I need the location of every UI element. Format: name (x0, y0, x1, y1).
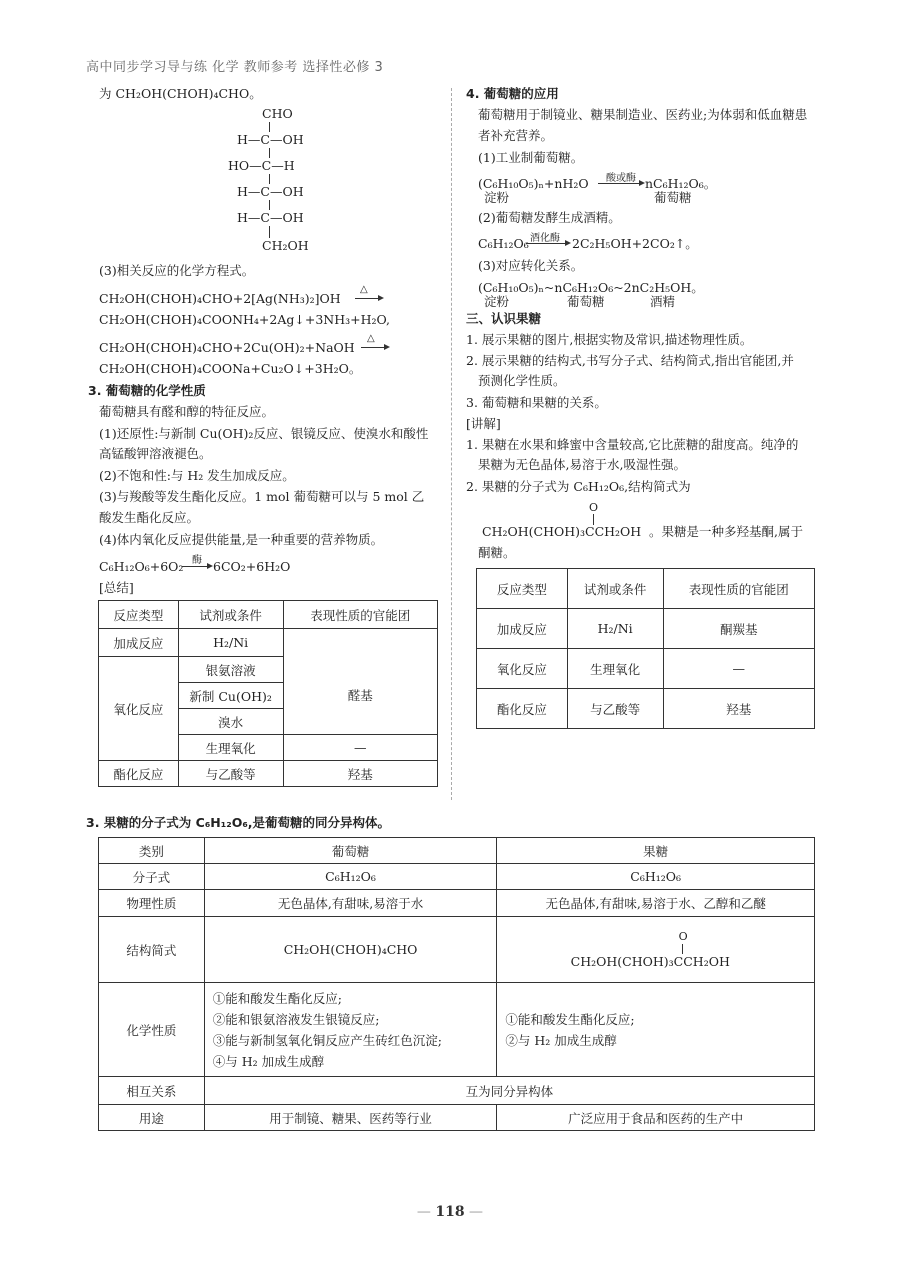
list-item: ①能和酸发生酯化反应; (505, 1011, 635, 1027)
table-cell: H₂/Ni (567, 609, 663, 649)
reaction-arrow (361, 347, 385, 348)
table-header: 表现性质的官能团 (663, 569, 815, 609)
table-cell: 氧化反应 (99, 657, 179, 761)
table-cell: 生理氧化 (178, 735, 283, 761)
table-cell: 新制 Cu(OH)₂ (178, 683, 283, 709)
question-item: 2. 展示果糖的结构式,书写分子式、结构简式,指出官能团,并 (466, 353, 794, 368)
double-bond-line (682, 944, 683, 954)
table-cell: 氧化反应 (477, 649, 568, 689)
comparison-table (98, 837, 815, 1131)
oxidation-eq-reactants: C₆H₁₂O₆+6O₂ (99, 559, 184, 574)
table-header: 反应类型 (477, 569, 568, 609)
struct-line: H—C—OH (237, 184, 304, 199)
bond-line (269, 174, 270, 184)
summary-label: [总结] (99, 580, 134, 595)
section-title: 4. 葡萄糖的应用 (466, 86, 559, 101)
table-cell: 分子式 (99, 864, 205, 890)
table-cell: 酯化反应 (99, 761, 179, 787)
reaction-arrow (355, 298, 379, 299)
struct-line: H—C—OH (237, 132, 304, 147)
under-label: 淀粉 (484, 294, 510, 309)
table-cell: 加成反应 (99, 629, 179, 657)
section-title: 3. 葡萄糖的化学性质 (88, 383, 206, 398)
fructose-structure: CH₂OH(CHOH)₃CCH₂OH (482, 524, 642, 539)
table-header: 葡萄糖 (204, 838, 497, 864)
column-divider (451, 88, 452, 800)
paragraph: 酸发生酯化反应。 (99, 510, 200, 525)
page-number-value: 118 (435, 1204, 465, 1220)
condition-label: 酒化酶 (530, 233, 560, 244)
comparison-title: 3. 果糖的分子式为 C₆H₁₂O₆,是葡萄糖的同分异构体。 (86, 815, 391, 830)
paragraph: 高锰酸钾溶液褪色。 (99, 446, 212, 461)
under-label: 葡萄糖 (654, 190, 692, 205)
table-cell (497, 983, 815, 1077)
paragraph: (2)不饱和性:与 H₂ 发生加成反应。 (99, 468, 295, 483)
table-cell: 化学性质 (99, 983, 205, 1077)
table-cell: 酯化反应 (477, 689, 568, 729)
paragraph: (1)还原性:与新制 Cu(OH)₂反应、银镜反应、使溴水和酸性 (99, 426, 429, 441)
table-cell: 互为同分异构体 (204, 1077, 814, 1105)
paragraph: 葡萄糖具有醛和醇的特征反应。 (99, 404, 275, 419)
table-cell: 无色晶体,有甜味,易溶于水、乙醇和乙醚 (497, 890, 815, 917)
question-item: 预测化学性质。 (478, 373, 566, 388)
paragraph: 2. 果糖的分子式为 C₆H₁₂O₆,结构简式为 (466, 479, 691, 494)
table-header: 类别 (99, 838, 205, 864)
table-header: 反应类型 (99, 601, 179, 629)
under-label: 葡萄糖 (567, 294, 605, 309)
list-item: ①能和酸发生酯化反应; (212, 990, 342, 1006)
arrow-head-icon (378, 295, 384, 301)
table-header: 果糖 (497, 838, 815, 864)
arrow-head-icon (384, 344, 390, 350)
paragraph: (2)葡萄糖发酵生成酒精。 (478, 210, 621, 225)
fructose-reaction-table (476, 568, 815, 729)
table-cell: C₆H₁₂O₆ (497, 864, 815, 890)
table-header: 试剂或条件 (178, 601, 283, 629)
table-cell (204, 983, 497, 1077)
bond-line (269, 226, 270, 238)
table-cell: 与乙酸等 (178, 761, 283, 787)
fructose-structure: CH₂OH(CHOH)₃CCH₂OH (570, 953, 730, 969)
list-item: ②与 H₂ 加成生成醇 (505, 1032, 617, 1048)
conversion-relation: (C₆H₁₀O₅)ₙ~nC₆H₁₂O₆~2nC₂H₅OH。 (478, 280, 704, 295)
condition-label: 酸或酶 (606, 173, 636, 184)
paragraph: (1)工业制葡萄糖。 (478, 150, 584, 165)
table-header: 试剂或条件 (567, 569, 663, 609)
fermentation-eq-reactants: C₆H₁₂O₆ (478, 236, 529, 251)
bond-line (269, 200, 270, 210)
condition-label: 酶 (192, 555, 202, 566)
table-cell: 银氨溶液 (178, 657, 283, 683)
paragraph: 1. 果糖在水果和蜂蜜中含量较高,它比蔗糖的甜度高。纯净的 (466, 437, 799, 452)
section-title: 三、认识果糖 (466, 311, 542, 326)
carbonyl-oxygen: O (589, 501, 599, 514)
reaction-arrow (598, 183, 640, 184)
question-item: 1. 展示果糖的图片,根据实物及常识,描述物理性质。 (466, 332, 753, 347)
table-cell: 用途 (99, 1105, 205, 1131)
reaction-arrow (526, 243, 566, 244)
paragraph: 葡萄糖用于制镜业、糖果制造业、医药业;为体弱和低血糖患 (478, 107, 808, 122)
glucose-reaction-table (98, 600, 438, 787)
explain-label: [讲解] (466, 416, 501, 431)
struct-line: CHO (262, 106, 293, 121)
equation-title: (3)相关反应的化学方程式。 (99, 263, 255, 278)
table-cell: 生理氧化 (567, 649, 663, 689)
page-number: — 118 — (416, 1204, 484, 1220)
table-cell: 用于制镜、糖果、医药等行业 (204, 1105, 497, 1131)
arrow-head-icon (565, 240, 571, 246)
table-cell: 酮羰基 (663, 609, 815, 649)
bond-line (269, 122, 270, 132)
hydrolysis-eq-products: nC₆H₁₂O₆。 (645, 176, 717, 191)
table-cell: C₆H₁₂O₆ (204, 864, 497, 890)
table-cell: 醛基 (283, 657, 437, 735)
table-cell: — (283, 735, 437, 761)
struct-line: H—C—OH (237, 210, 304, 225)
silver-mirror-eq-products: CH₂OH(CHOH)₄COONH₄+2Ag↓+3NH₃+H₂O, (99, 312, 390, 327)
fermentation-eq-products: 2C₂H₅OH+2CO₂↑。 (572, 236, 698, 251)
bond-line (269, 148, 270, 158)
table-cell: 广泛应用于食品和医药的生产中 (497, 1105, 815, 1131)
paragraph: (4)体内氧化反应提供能量,是一种重要的营养物质。 (99, 532, 384, 547)
list-item: ②能和银氨溶液发生银镜反应; (212, 1011, 380, 1027)
table-cell (497, 917, 815, 983)
struct-line: HO—C—H (228, 158, 295, 173)
table-cell: 无色晶体,有甜味,易溶于水 (204, 890, 497, 917)
list-item: ③能与新制氢氧化铜反应产生砖红色沉淀; (212, 1032, 442, 1048)
hydrolysis-eq-reactants: (C₆H₁₀O₅)ₙ+nH₂O (478, 176, 589, 191)
table-cell: 结构简式 (99, 917, 205, 983)
list-item: ④与 H₂ 加成生成醇 (212, 1053, 325, 1069)
paragraph: (3)与羧酸等发生酯化反应。1 mol 葡萄糖可以与 5 mol 乙 (99, 489, 425, 504)
table-cell: — (663, 649, 815, 689)
table-cell: 溴水 (178, 709, 283, 735)
paragraph: 。果糖是一种多羟基酮,属于 (649, 524, 803, 539)
silver-mirror-eq-reactants: CH₂OH(CHOH)₄CHO+2[Ag(NH₃)₂]OH (99, 291, 341, 306)
table-cell: 羟基 (663, 689, 815, 729)
table-cell: 加成反应 (477, 609, 568, 649)
paragraph: 酮糖。 (478, 545, 516, 560)
heat-symbol: △ (360, 284, 368, 295)
page-header: 高中同步学习导与练 化学 教师参考 选择性必修 3 (86, 60, 384, 75)
carbonyl-oxygen: O (678, 929, 688, 943)
table-cell: H₂/Ni (178, 629, 283, 657)
paragraph: 者补充营养。 (478, 128, 554, 143)
copper-eq-reactants: CH₂OH(CHOH)₄CHO+2Cu(OH)₂+NaOH (99, 340, 355, 355)
under-label: 淀粉 (484, 190, 510, 205)
glucose-formula-line: 为 CH₂OH(CHOH)₄CHO。 (99, 86, 262, 101)
table-cell: 羟基 (283, 761, 437, 787)
under-label: 酒精 (650, 294, 676, 309)
table-cell: 与乙酸等 (567, 689, 663, 729)
table-header: 表现性质的官能团 (283, 601, 437, 629)
table-cell: 相互关系 (99, 1077, 205, 1105)
question-item: 3. 葡萄糖和果糖的关系。 (466, 395, 607, 410)
table-cell: 物理性质 (99, 890, 205, 917)
reaction-arrow (182, 566, 208, 567)
oxidation-eq-products: 6CO₂+6H₂O (213, 559, 291, 574)
copper-eq-products: CH₂OH(CHOH)₄COONa+Cu₂O↓+3H₂O。 (99, 361, 362, 376)
paragraph: 果糖为无色晶体,易溶于水,吸湿性强。 (478, 457, 686, 472)
paragraph: (3)对应转化关系。 (478, 258, 584, 273)
struct-line: CH₂OH (262, 238, 309, 253)
heat-symbol: △ (367, 333, 375, 344)
table-cell: CH₂OH(CHOH)₄CHO (204, 917, 497, 983)
